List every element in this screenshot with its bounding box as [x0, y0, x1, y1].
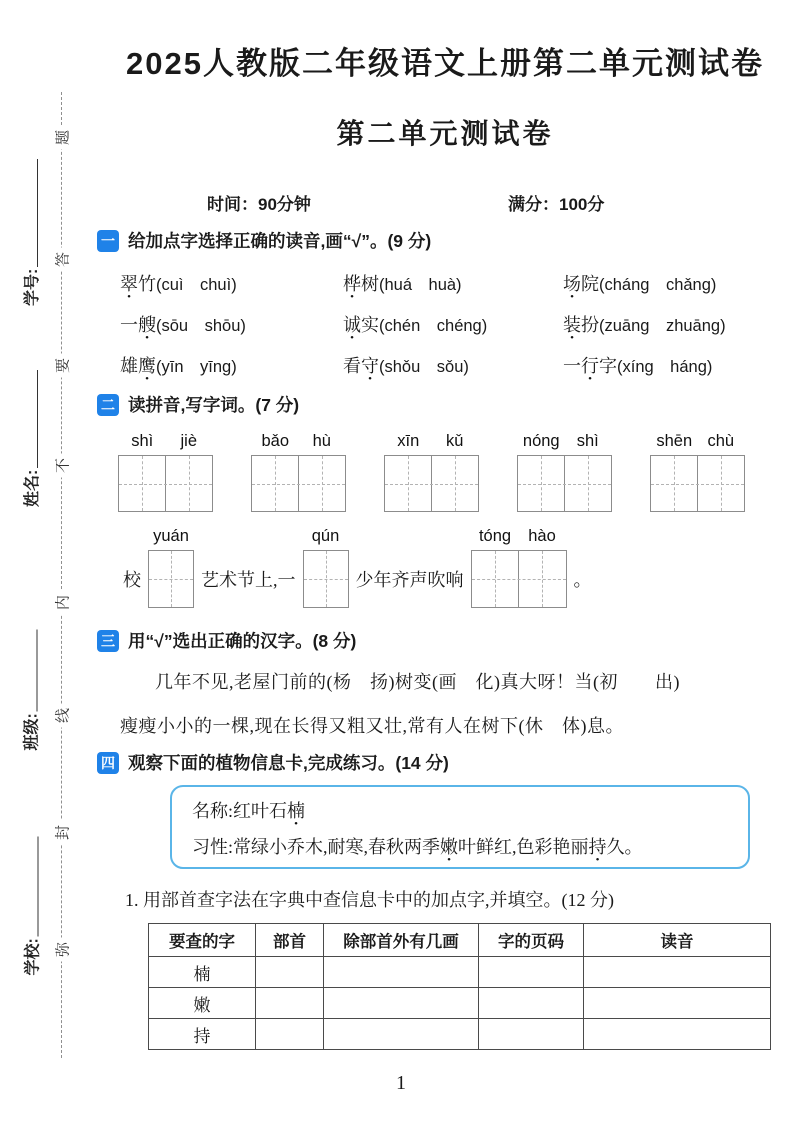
- writing-grid: xīn kǔ: [384, 455, 479, 512]
- seal-char: 封: [52, 821, 73, 845]
- col-pronunciation: 读音: [584, 924, 771, 957]
- lookup-char: 嫩: [149, 988, 256, 1019]
- col-strokes-besides-radical: 除部首外有几画: [324, 924, 479, 957]
- writing-grid: tóng hào: [471, 550, 567, 608]
- exam-meta: [95, 190, 795, 214]
- seal-char: 弥: [52, 938, 73, 962]
- pronunciation-item: 装扮(zuāng zhuāng): [563, 315, 726, 335]
- section-4-title: 观察下面的植物信息卡,完成练习。(14 分): [128, 753, 449, 773]
- page-subtitle: 第二单元测试卷: [336, 118, 554, 149]
- pronunciation-item: 桦树(huá huà): [343, 274, 462, 294]
- student-name-blank: [22, 370, 38, 468]
- plant-habit-line: 习性:常绿小乔木,耐寒,春秋两季嫩叶鲜红,色彩艳丽持久。: [192, 837, 643, 857]
- pronunciation-item: 诚实(chén chéng): [343, 315, 488, 335]
- class-label: 班级:: [23, 713, 40, 751]
- sentence-text: 艺术节上,一: [201, 570, 296, 590]
- blank-cell: [324, 1019, 479, 1050]
- blank-cell: [584, 1019, 771, 1050]
- sentence-text: 。: [573, 570, 592, 590]
- character-choice-line-1: 几年不见,老屋门前的(杨 扬)树变(画 化)真大呀！当(初 出): [155, 672, 680, 692]
- pronunciation-item: 雄鹰(yīn yīng): [120, 356, 237, 376]
- seal-char: 要: [52, 354, 73, 378]
- page-number: 1: [396, 1072, 406, 1094]
- writing-grid: shì jiè: [118, 455, 213, 512]
- writing-grid: bǎo hù: [251, 455, 346, 512]
- blank-cell: [256, 1019, 324, 1050]
- blank-cell: [479, 957, 584, 988]
- pronunciation-item: 一艘(sōu shōu): [120, 315, 246, 335]
- lookup-char: 持: [149, 1019, 256, 1050]
- table-row: [149, 988, 771, 1019]
- question-1-text: 1. 用部首查字法在字典中查信息卡中的加点字,并填空。(12 分): [125, 890, 614, 910]
- col-radical: 部首: [256, 924, 324, 957]
- lookup-char: 楠: [149, 957, 256, 988]
- plant-name-line: 名称:红叶石楠: [192, 801, 306, 821]
- student-number-label: 学号:: [23, 268, 41, 306]
- blank-cell: [584, 988, 771, 1019]
- time-limit: 时间：90分钟: [207, 195, 311, 214]
- table-row: [149, 957, 771, 988]
- pronunciation-item: 场院(cháng chǎng): [563, 274, 717, 294]
- student-number-blank: [22, 159, 38, 267]
- pronunciation-item: 看守(shǒu sǒu): [343, 356, 469, 376]
- character-choice-line-2: 瘦瘦小小的一棵,现在长得又粗又壮,常有人在树下(休 体)息。: [120, 716, 624, 736]
- dictionary-lookup-table: [148, 923, 771, 1050]
- page-title: 2025人教版二年级语文上册第二单元测试卷: [126, 46, 764, 81]
- section-4-badge: 四: [97, 752, 119, 774]
- table-header-row: [149, 924, 771, 957]
- col-page-number: 字的页码: [479, 924, 584, 957]
- section-1-badge: 一: [97, 230, 119, 252]
- main-content: [95, 0, 795, 1122]
- table-row: [149, 1019, 771, 1050]
- blank-cell: [256, 957, 324, 988]
- section-1-heading: [97, 228, 431, 253]
- full-score: 满分：100分: [508, 195, 605, 214]
- class-field: [19, 586, 41, 751]
- section-3-badge: 三: [97, 630, 119, 652]
- blank-cell: [479, 1019, 584, 1050]
- writing-grid: yuán: [148, 550, 194, 608]
- plant-info-card: [170, 785, 750, 869]
- writing-grid: qún: [303, 550, 349, 608]
- seal-char: 题: [52, 126, 73, 150]
- student-number-field: [19, 116, 41, 306]
- seal-char: 内: [52, 591, 73, 615]
- pronunciation-item: 一行字(xíng háng): [563, 356, 713, 376]
- school-label: 学校:: [24, 938, 41, 976]
- blank-cell: [256, 988, 324, 1019]
- section-3-heading: [97, 628, 356, 653]
- writing-grid: shēn chù: [650, 455, 745, 512]
- class-blank: [22, 629, 38, 711]
- school-field: [20, 791, 42, 976]
- seal-char: 答: [52, 248, 73, 272]
- sentence-fill-row: [123, 527, 592, 608]
- section-4-heading: [97, 750, 449, 775]
- pinyin-writing-row: [118, 432, 745, 512]
- blank-cell: [324, 988, 479, 1019]
- section-2-heading: [97, 392, 299, 417]
- col-character-to-look-up: 要查的字: [149, 924, 256, 957]
- blank-cell: [584, 957, 771, 988]
- blank-cell: [324, 957, 479, 988]
- sentence-text: 校: [123, 570, 141, 590]
- seal-dashed-line: [61, 92, 62, 1058]
- section-1-title: 给加点字选择正确的读音,画“√”。(9 分): [128, 231, 432, 251]
- seal-char: 不: [52, 454, 73, 478]
- writing-grid: nóng shì: [517, 455, 612, 512]
- pronunciation-item: 翠竹(cuì chuì): [120, 274, 237, 294]
- section-2-badge: 二: [97, 394, 119, 416]
- section-2-title: 读拼音,写字词。(7 分): [128, 395, 300, 415]
- pronunciation-choice-grid: [120, 270, 788, 378]
- seal-char: 线: [52, 704, 73, 728]
- blank-cell: [479, 988, 584, 1019]
- student-name-field: [19, 327, 41, 507]
- section-3-title: 用“√”选出正确的汉字。(8 分): [128, 631, 357, 651]
- school-blank: [23, 836, 39, 936]
- student-name-label: 姓名:: [23, 469, 41, 507]
- sentence-text: 少年齐声吹响: [355, 570, 464, 590]
